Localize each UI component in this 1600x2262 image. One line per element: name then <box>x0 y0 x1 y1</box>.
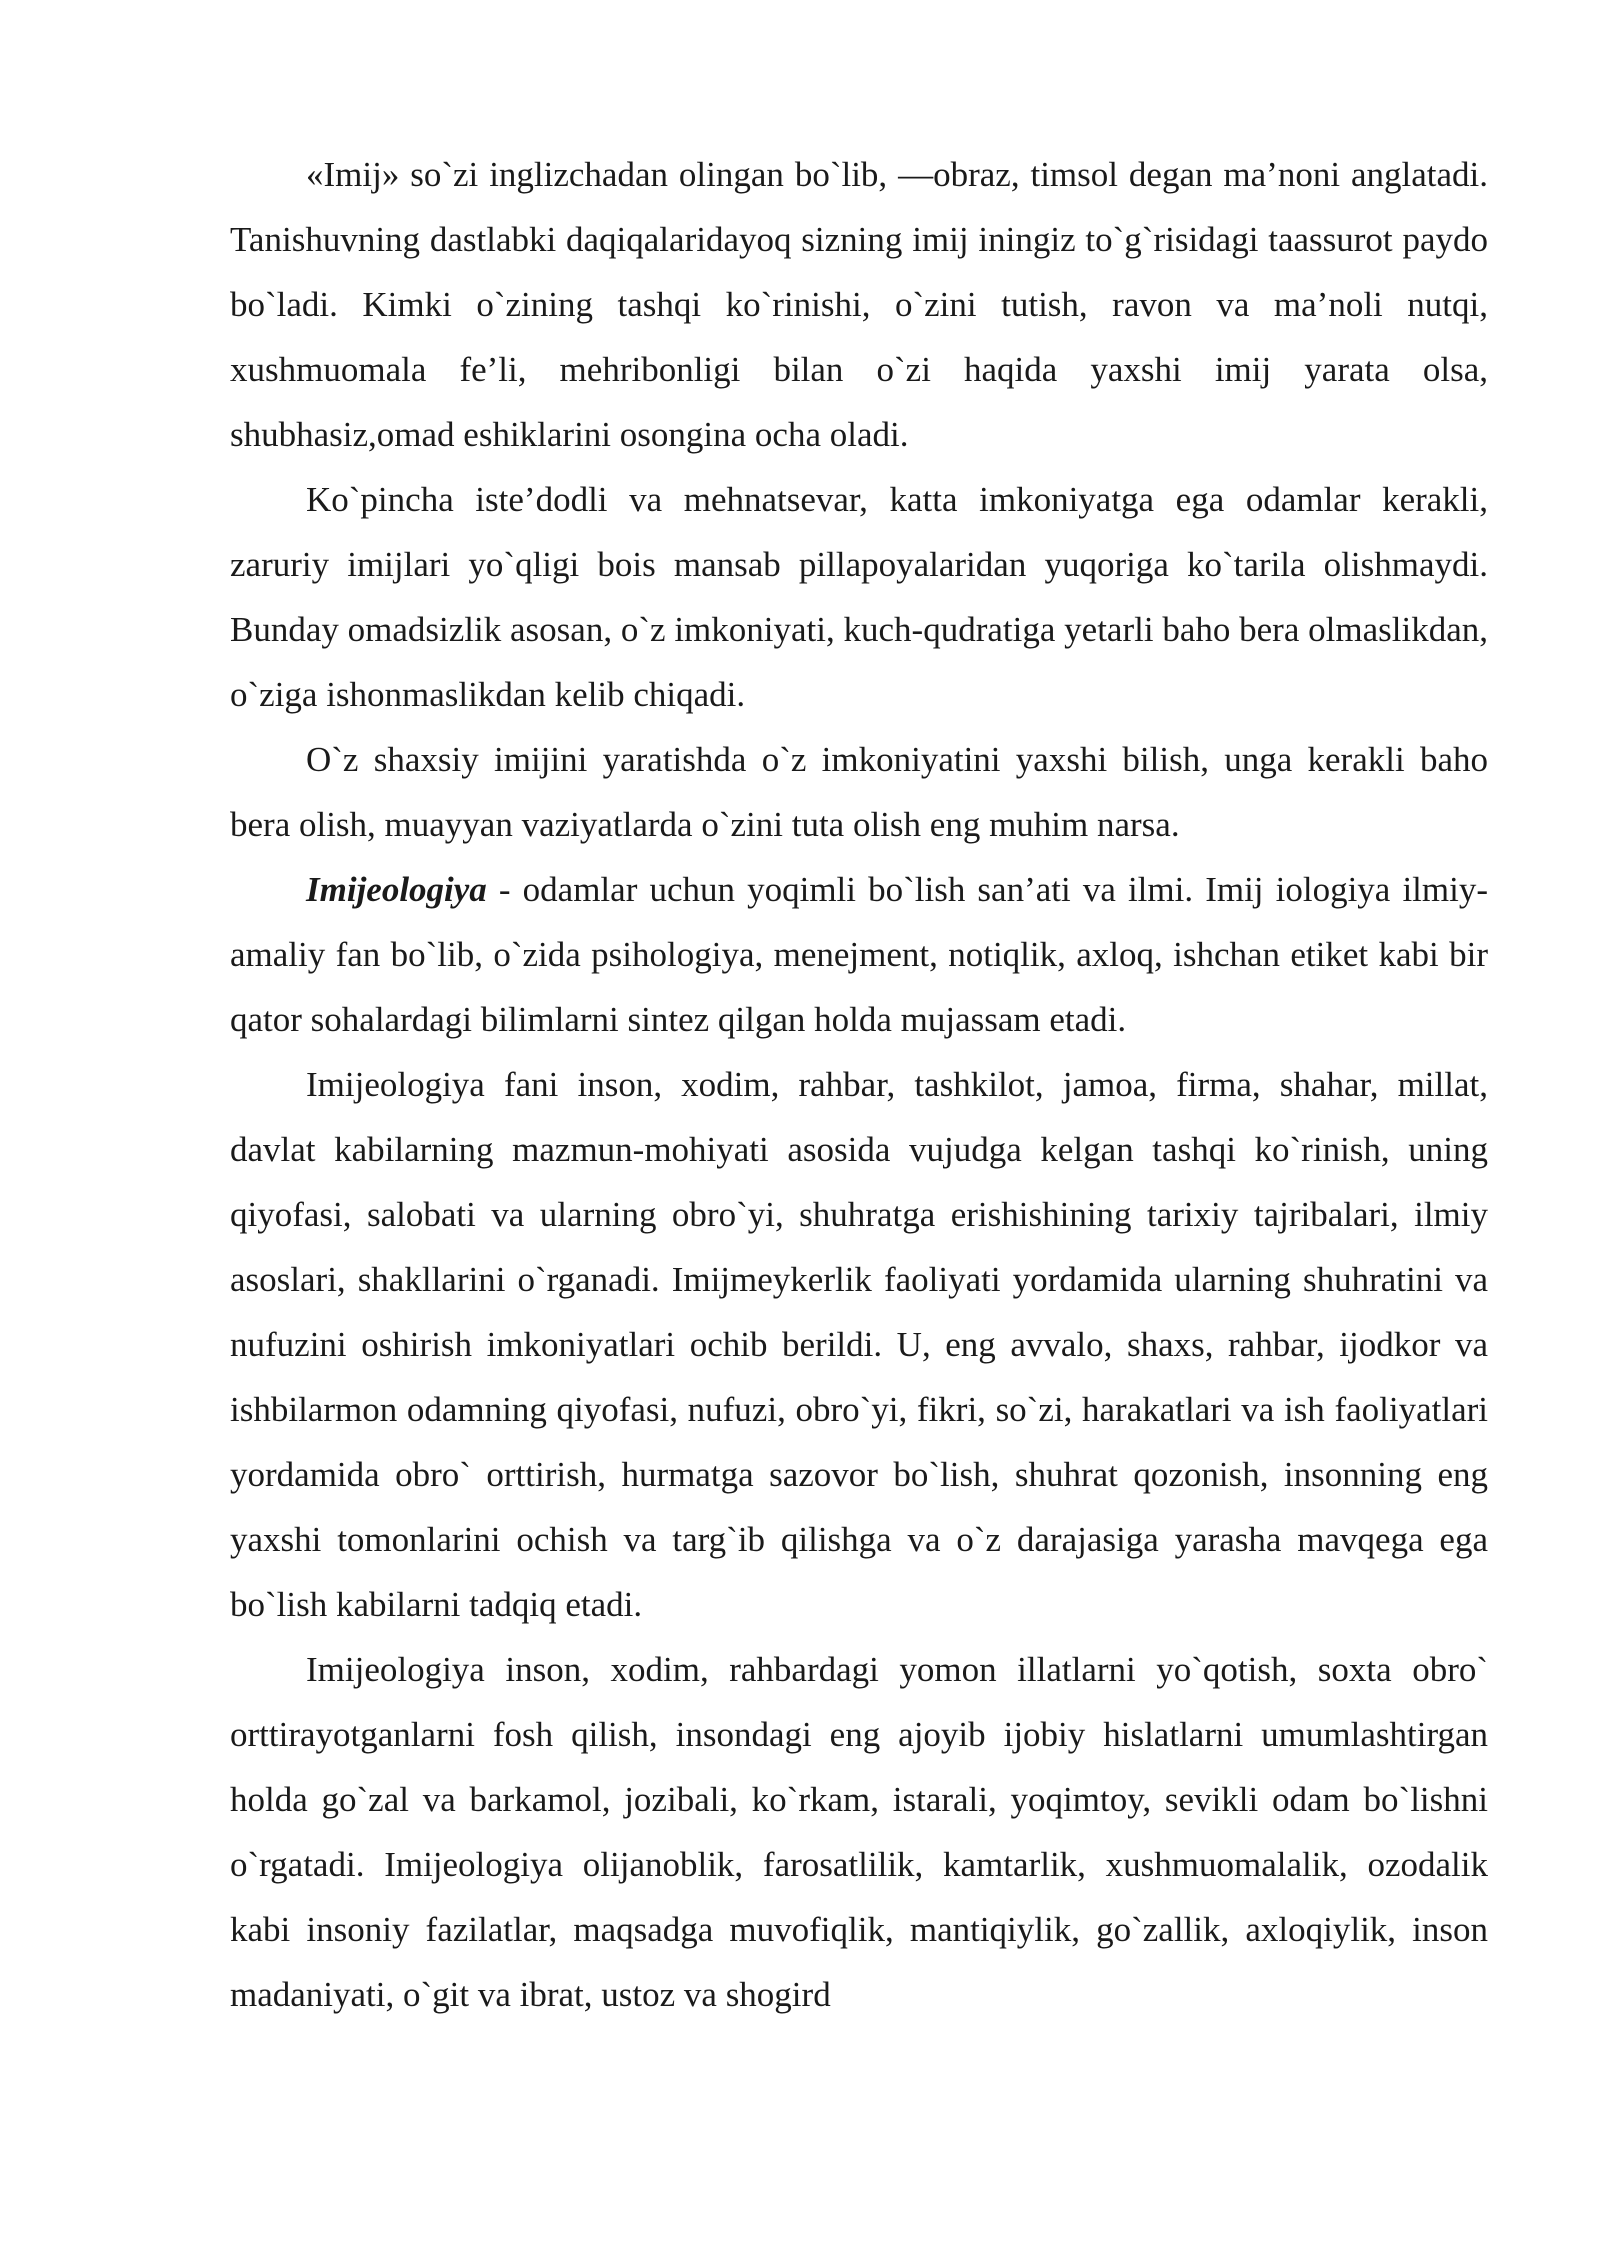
paragraph-text: Ko`pincha iste’dodli va mehnatsevar, katta imkoniyatga ega odamlar kerakli, zaruriy imijlari yo`qligi bois mansab pillapoyalaridan yuqoriga ko`tarila olishmaydi. Bunday omadsizlik asosan, o`z imkoniyati, kuch-qudratiga yetarli baho bera olmaslikdan, o`ziga ishonmaslikdan kelib chiqadi. <box>230 480 1488 714</box>
paragraph-imijeologiya-definition <box>230 857 1488 1052</box>
paragraph-talented-people <box>230 467 1488 727</box>
paragraph-text: O`z shaxsiy imijini yaratishda o`z imkoniyatini yaxshi bilish, unga kerakli baho bera olish, muayyan vaziyatlarda o`zini tuta olish eng muhim narsa. <box>230 740 1488 844</box>
paragraph-personal-image <box>230 727 1488 857</box>
paragraph-text: «Imij» so`zi inglizchadan olingan bo`lib, ―obraz, timsol degan ma’noni anglatadi. Tanishuvning dastlabki daqiqalaridayoq sizning imij iningiz to`g`risidagi taassurot paydo bo`ladi. Kimki o`zining tashqi ko`rinishi, o`zini tutish, ravon va ma’noli nutqi, xushmuomala fe’li, mehribonligi bilan o`zi haqida yaxshi imij yarata olsa, shubhasiz,omad eshiklarini osongina ocha oladi. <box>230 155 1488 454</box>
paragraph-imijeologiya-science <box>230 1052 1488 1637</box>
term-imijeologiya: Imijeologiya <box>306 870 487 909</box>
paragraph-text: Imijeologiya inson, xodim, rahbardagi yomon illatlarni yo`qotish, soxta obro` orttirayotganlarni fosh qilish, insondagi eng ajoyib ijobiy hislatlarni umumlashtirgan holda go`zal va barkamol, jozibali, ko`rkam, istarali, yoqimtoy, sevikli odam bo`lishni o`rgatadi. Imijeologiya olijanoblik, farosatlilik, kamtarlik, xushmuomalalik, ozodalik kabi insoniy fazilatlar, maqsadga muvofiqlik, mantiqiylik, go`zallik, axloqiylik, inson madaniyati, o`git va ibrat, ustoz va shogird <box>230 1650 1488 2014</box>
paragraph-imij-definition <box>230 142 1488 467</box>
paragraph-text: Imijeologiya fani inson, xodim, rahbar, tashkilot, jamoa, firma, shahar, millat, davlat kabilarning mazmun-mohiyati asosida vujudga kelgan tashqi ko`rinish, uning qiyofasi, salobati va ularning obro`yi, shuhratga erishishining tarixiy tajribalari, ilmiy asoslari, shakllarini o`rganadi. Imijmeykerlik faoliyati yordamida ularning shuhratini va nufuzini oshirish imkoniyatlari ochib berildi. U, eng avvalo, shaxs, rahbar, ijodkor va ishbilarmon odamning qiyofasi, nufuzi, obro`yi, fikri, so`zi, harakatlari va ish faoliyatlari yordamida obro` orttirish, hurmatga sazovor bo`lish, shuhrat qozonish, insonning eng yaxshi tomonlarini ochish va targ`ib qilishga va o`z darajasiga yarasha mavqega ega bo`lish kabilarni tadqiq etadi. <box>230 1065 1488 1624</box>
paragraph-imijeologiya-teaches <box>230 1637 1488 2027</box>
document-page <box>230 142 1488 2027</box>
paragraph-text: - odamlar uchun yoqimli bo`lish san’ati va ilmi. Imij iologiya ilmiy-amaliy fan bo`lib, o`zida psihologiya, menejment, notiqlik, axloq, ishchan etiket kabi bir qator sohalardagi bilimlarni sintez qilgan holda mujassam etadi. <box>230 870 1488 1039</box>
